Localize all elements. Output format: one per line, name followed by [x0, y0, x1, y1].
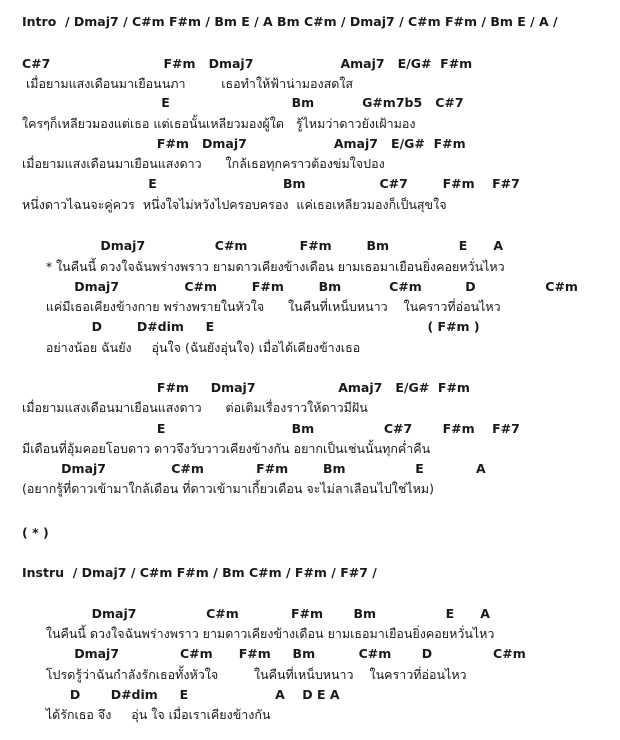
lyric-line: * ในคืนนี้ ดวงใจฉันพร่างพราว ยามดาวเคียงข้างเดือน ยามเธอมาเยือนยิ่งคอยหวั่นไหว [22, 259, 505, 274]
lyric-line: (อยากรู้ที่ดาวเข้ามาใกล้เดือน ที่ดาวเข้ามาเกี้ยวเดือน จะไม่ลาเลือนไปใช่ไหม) [22, 481, 435, 496]
instru-line: Instru / Dmaj7 / C#m F#m / Bm C#m / F#m / F#7 / [22, 565, 377, 580]
chord-line: Dmaj7 C#m F#m Bm C#m D C#m [22, 646, 526, 661]
chord-line: Dmaj7 C#m F#m Bm E A [22, 461, 486, 476]
lyric-line: เมื่อยามแสงเดือนมาเยือนแสงดาว ต่อเติมเรื่องราวให้ดาวมีฝัน [22, 400, 368, 415]
lyric-line: โปรดรู้ว่าฉันกำลังรักเธอทั้งหัวใจ ในคืนที่เหน็บหนาว ในคราวที่อ่อนไหว [22, 667, 467, 682]
lyric-line: อย่างน้อย ฉันยัง อุ่นใจ (ฉันยังอุ่นใจ) เมื่อได้เคียงข้างเธอ [22, 340, 361, 355]
chord-line: E Bm C#7 F#m F#7 [22, 421, 520, 436]
chorus-repeat-marker: ( * ) [22, 525, 49, 540]
chord-line: F#m Dmaj7 Amaj7 E/G# F#m [22, 136, 466, 151]
chord-line: E Bm C#7 F#m F#7 [22, 176, 520, 191]
intro-line: Intro / Dmaj7 / C#m F#m / Bm E / A Bm C#m / Dmaj7 / C#m F#m / Bm E / A / [22, 14, 558, 29]
chord-line: Dmaj7 C#m F#m Bm E A [22, 606, 490, 621]
chord-line: E Bm G#m7b5 C#7 [22, 95, 464, 110]
lyric-line: ได้รักเธอ จึง อุ่น ใจ เมื่อเราเคียงข้างกัน [22, 707, 271, 722]
chord-line: D D#dim E A D E A [22, 687, 340, 702]
chord-line: Dmaj7 C#m F#m Bm C#m D C#m [22, 279, 578, 294]
lyric-line: มีเดือนที่อุ้มคอยโอบดาว ดาวจึงวับวาวเคียงข้างกัน อยากเป็นเช่นนั้นทุกค่ำคืน [22, 441, 431, 456]
lyric-line: เมื่อยามแสงเดือนมาเยือนนภา เธอทำให้ฟ้าน่ามองสดใส [22, 76, 354, 91]
lyric-line: เมื่อยามแสงเดือนมาเยือนแสงดาว ใกล้เธอทุกคราวต้องข่มใจปอง [22, 156, 385, 171]
chord-line: Dmaj7 C#m F#m Bm E A [22, 238, 504, 253]
lyric-line: ใครๆก็เหลียวมองแต่เธอ แต่เธอนั้นเหลียวมองผู้ใด รู้ไหมว่าดาวยังเฝ้ามอง [22, 116, 416, 131]
chord-line: C#7 F#m Dmaj7 Amaj7 E/G# F#m [22, 56, 473, 71]
lyric-line: แค่มีเธอเคียงข้างกาย พร่างพรายในหัวใจ ในคืนที่เหน็บหนาว ในคราวที่อ่อนไหว [22, 299, 501, 314]
chord-line: D D#dim E ( F#m ) [22, 319, 480, 334]
chord-line: F#m Dmaj7 Amaj7 E/G# F#m [22, 380, 470, 395]
lyric-line: หนึ่งดาวไฉนจะคู่ควร หนึ่งใจไม่หวังไปครอบครอง แค่เธอเหลียวมองก็เป็นสุขใจ [22, 197, 447, 212]
lyric-line: ในคืนนี้ ดวงใจฉันพร่างพราว ยามดาวเคียงข้างเดือน ยามเธอมาเยือนยิ่งคอยหวั่นไหว [22, 626, 495, 641]
